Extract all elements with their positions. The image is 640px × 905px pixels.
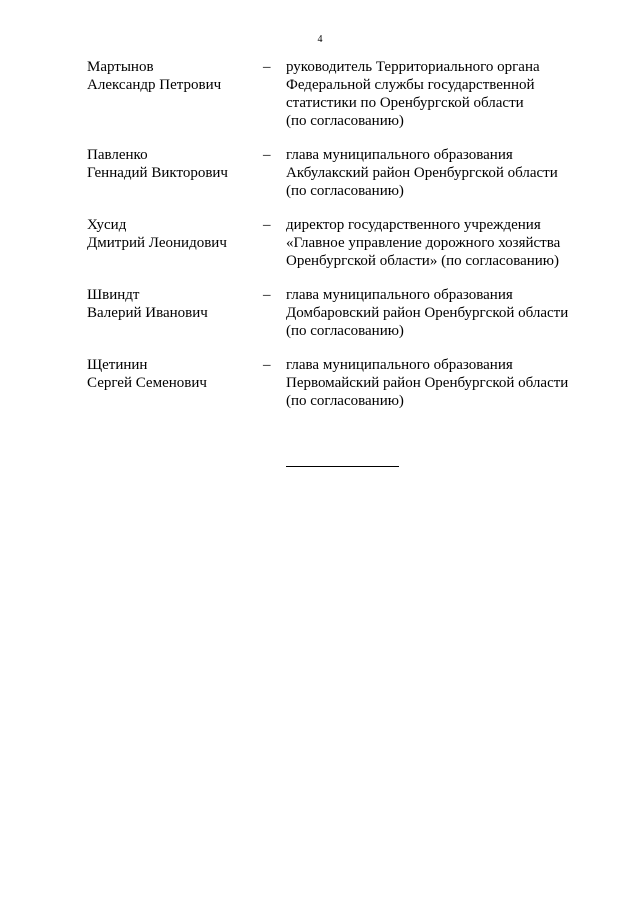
member-name xyxy=(87,216,262,252)
member-given-names: Дмитрий Леонидович xyxy=(87,235,227,251)
members-list xyxy=(87,58,607,409)
role-line: (по согласованию) xyxy=(286,323,404,339)
role-line: Первомайский район Оренбургской области xyxy=(286,375,569,391)
member-role xyxy=(286,146,591,200)
member-dash: – xyxy=(263,59,271,75)
role-line: Оренбургской области» (по согласованию) xyxy=(286,253,560,269)
member-surname: Мартынов xyxy=(87,59,154,75)
page-number: 4 xyxy=(317,34,323,45)
role-line: руководитель Территориального органа xyxy=(286,59,540,75)
member-role xyxy=(286,286,591,340)
role-line: глава муниципального образования xyxy=(286,357,513,373)
member-name xyxy=(87,146,262,182)
member-name xyxy=(87,356,262,392)
member-entry xyxy=(87,216,607,269)
member-given-names: Сергей Семенович xyxy=(87,375,207,391)
role-line: директор государственного учреждения xyxy=(286,217,541,233)
role-line: (по согласованию) xyxy=(286,113,404,129)
member-surname: Швиндт xyxy=(87,287,140,303)
role-line: (по согласованию) xyxy=(286,183,404,199)
role-line: Акбулакский район Оренбургской области xyxy=(286,165,558,181)
member-dash: – xyxy=(263,287,271,303)
member-surname: Павленко xyxy=(87,147,148,163)
member-entry xyxy=(87,146,607,199)
closing-rule xyxy=(286,466,399,467)
role-line: Домбаровский район Оренбургской области xyxy=(286,305,569,321)
member-name xyxy=(87,58,262,94)
member-name xyxy=(87,286,262,322)
member-dash: – xyxy=(263,357,271,373)
member-dash: – xyxy=(263,217,271,233)
member-entry xyxy=(87,58,607,129)
member-given-names: Александр Петрович xyxy=(87,77,222,93)
member-entry xyxy=(87,286,607,339)
role-line: «Главное управление дорожного хозяйства xyxy=(286,235,561,251)
role-line: глава муниципального образования xyxy=(286,287,513,303)
member-given-names: Валерий Иванович xyxy=(87,305,208,321)
member-entry xyxy=(87,356,607,409)
member-role xyxy=(286,216,591,270)
member-given-names: Геннадий Викторович xyxy=(87,165,228,181)
role-line: статистики по Оренбургской области xyxy=(286,95,524,111)
member-dash: – xyxy=(263,147,271,163)
role-line: Федеральной службы государственной xyxy=(286,77,535,93)
role-line: глава муниципального образования xyxy=(286,147,513,163)
member-role xyxy=(286,58,591,130)
role-line: (по согласованию) xyxy=(286,393,404,409)
member-surname: Щетинин xyxy=(87,357,148,373)
member-role xyxy=(286,356,591,410)
member-surname: Хусид xyxy=(87,217,127,233)
